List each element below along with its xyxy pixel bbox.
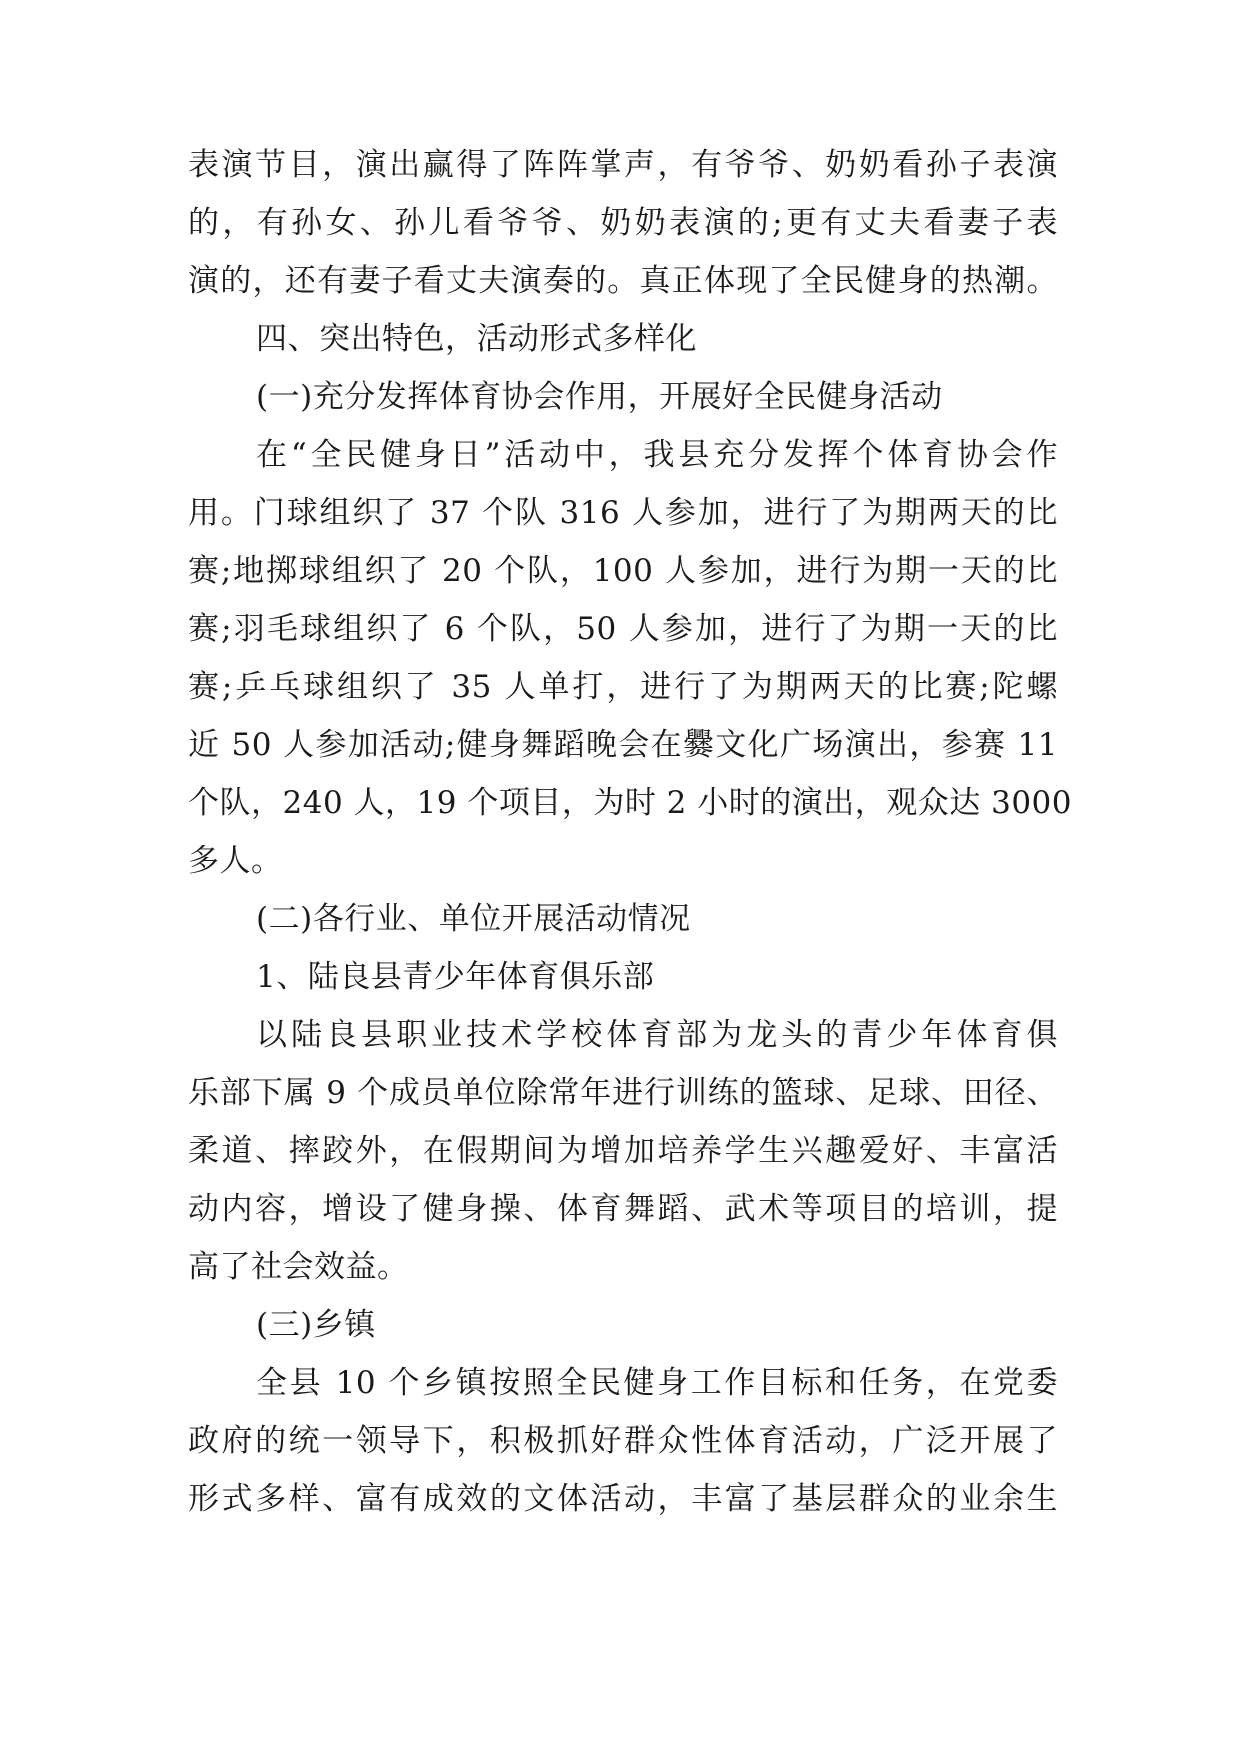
text-line: 政府的统一领导下，积极抓好群众性体育活动，广泛开展了	[188, 1423, 1058, 1459]
text-line: 动内容，增设了健身操、体育舞蹈、武术等项目的培训，提	[188, 1191, 1058, 1227]
subsection-heading: (一)充分发挥体育协会作用，开展好全民健身活动	[256, 379, 943, 415]
text-line: 的，有孙女、孙儿看爷爷、奶奶表演的;更有丈夫看妻子表	[188, 205, 1058, 241]
subsection-heading: (三)乡镇	[256, 1307, 376, 1343]
text-line: 赛;羽毛球组织了 6 个队，50 人参加，进行了为期一天的比	[188, 611, 1058, 647]
text-line: 近 50 人参加活动;健身舞蹈晚会在爨文化广场演出，参赛 11	[188, 727, 1058, 763]
paragraph-first-line: 以陆良县职业技术学校体育部为龙头的青少年体育俱	[256, 1017, 1058, 1053]
text-line: 表演节目，演出赢得了阵阵掌声，有爷爷、奶奶看孙子表演	[188, 147, 1058, 183]
text-line: 多人。	[188, 843, 283, 879]
subsection-heading: (二)各行业、单位开展活动情况	[256, 901, 691, 937]
text-line: 用。门球组织了 37 个队 316 人参加，进行了为期两天的比	[188, 495, 1058, 531]
text-line: 形式多样、富有成效的文体活动，丰富了基层群众的业余生	[188, 1481, 1058, 1517]
section-heading: 四、突出特色，活动形式多样化	[256, 321, 697, 357]
text-line: 个队，240 人，19 个项目，为时 2 小时的演出，观众达 3000	[188, 785, 1072, 821]
item-heading: 1、陆良县青少年体育俱乐部	[256, 959, 655, 995]
paragraph-first-line: 在“全民健身日”活动中，我县充分发挥个体育协会作	[256, 437, 1058, 473]
text-line: 赛;乒乓球组织了 35 人单打，进行了为期两天的比赛;陀螺	[188, 669, 1058, 705]
text-line: 高了社会效益。	[188, 1249, 409, 1285]
text-line: 赛;地掷球组织了 20 个队，100 人参加，进行为期一天的比	[188, 553, 1058, 589]
text-line: 柔道、摔跤外，在假期间为增加培养学生兴趣爱好、丰富活	[188, 1133, 1058, 1169]
text-line: 演的，还有妻子看丈夫演奏的。真正体现了全民健身的热潮。	[188, 263, 1058, 299]
text-line: 乐部下属 9 个成员单位除常年进行训练的篮球、足球、田径、	[188, 1075, 1058, 1111]
paragraph-first-line: 全县 10 个乡镇按照全民健身工作目标和任务，在党委	[256, 1365, 1058, 1401]
